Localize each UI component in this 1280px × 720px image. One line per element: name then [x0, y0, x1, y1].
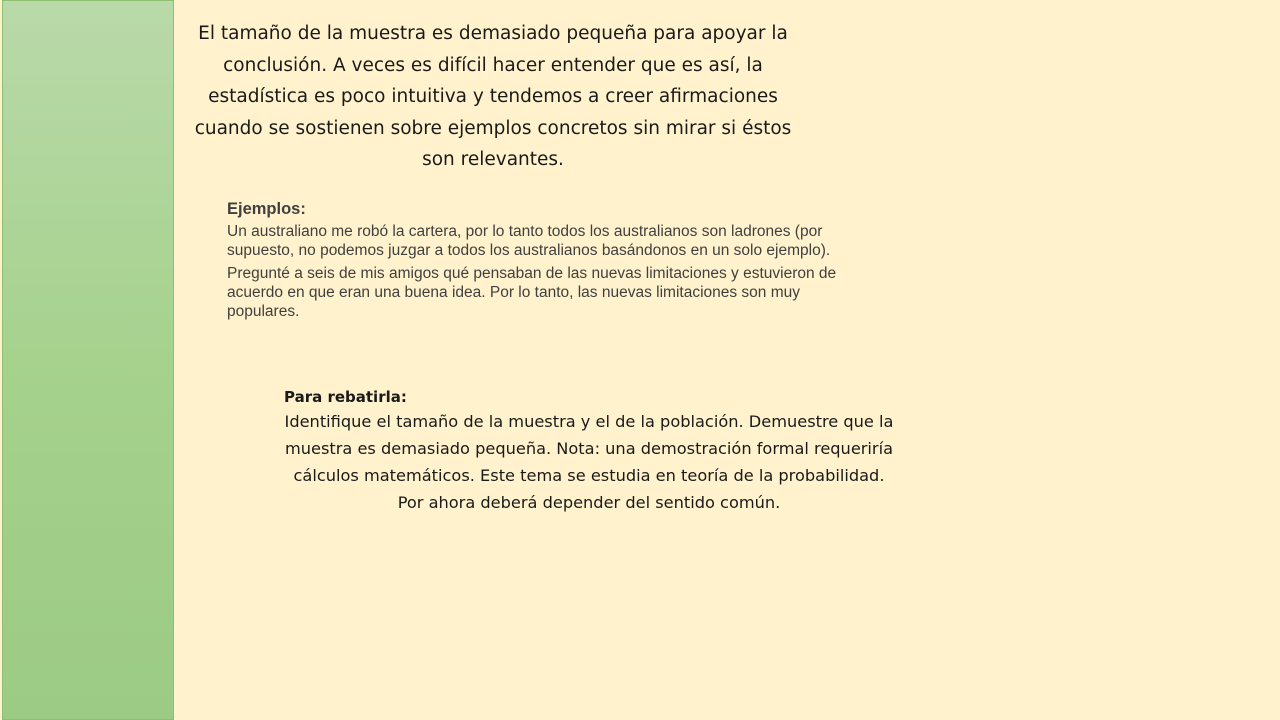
- example-item-2: Pregunté a seis de mis amigos qué pensaban de las nuevas limitaciones y estuvieron de acuerdo en que eran una buena idea. Por lo tanto, las nuevas limitaciones son muy populares.: [227, 265, 837, 320]
- example-item-1: Un australiano me robó la cartera, por lo tanto todos los australianos son ladrones (por supuesto, no podemos juzgar a todos los australianos basándonos en un solo ejemplo).: [227, 223, 831, 259]
- examples-heading: Ejemplos:: [227, 200, 306, 218]
- examples-section: [227, 198, 847, 321]
- rebuttal-heading: Para rebatirla:: [284, 388, 407, 406]
- rebuttal-body: Identifique el tamaño de la muestra y el de la población. Demuestre que la muestra es demasiado pequeña. Nota: una demostración formal requeriría cálculos matemáticos. Este tema se estudia en teoría de la probabilidad. Por ahora deberá depender del sentido común.: [284, 412, 894, 512]
- rebuttal-section: [284, 386, 894, 516]
- decorative-sidebar: [2, 0, 174, 720]
- intro-paragraph: El tamaño de la muestra es demasiado pequeña para apoyar la conclusión. A veces es difícil hacer entender que es así, la estadística es poco intuitiva y tendemos a creer afirmaciones cuando se sostienen sobre ejemplos concretos sin mirar si éstos son relevantes.: [194, 23, 792, 170]
